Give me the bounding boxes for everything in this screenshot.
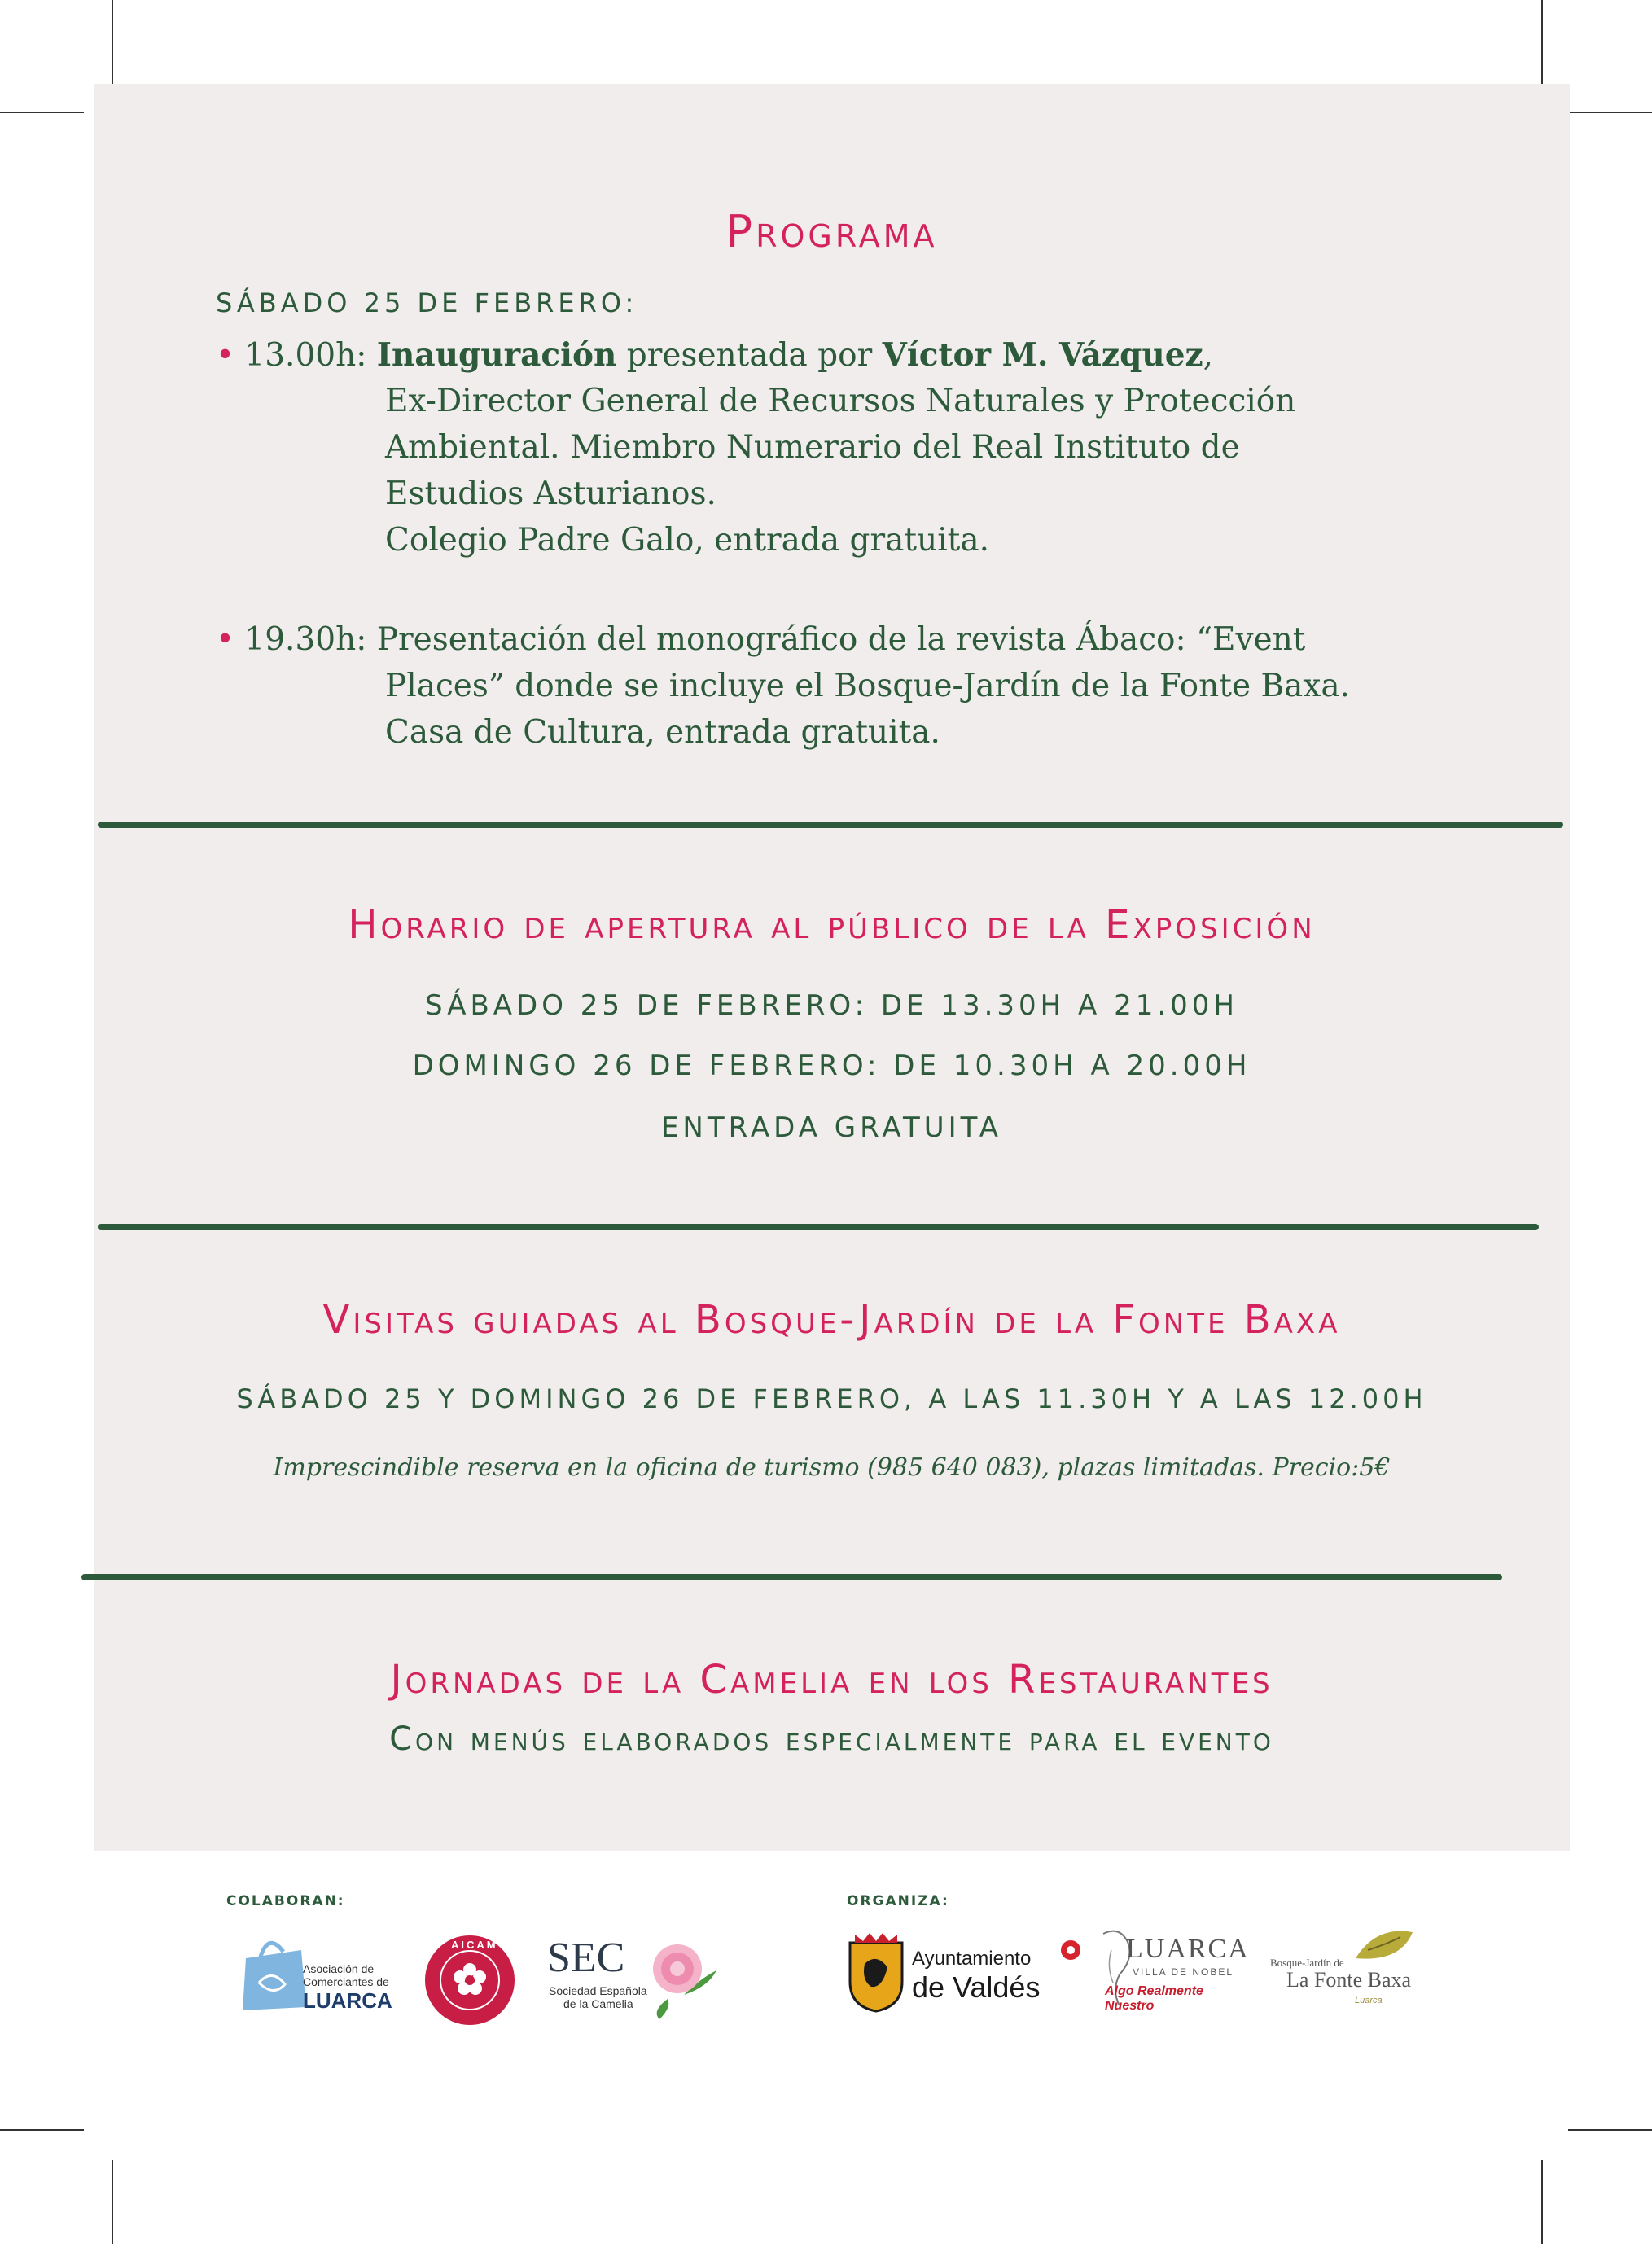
programa-item-1-line: Colegio Padre Galo, entrada gratuita. (385, 522, 989, 559)
programa-item-1-line: Ambiental. Miembro Numerario del Real Instituto de (385, 429, 1240, 466)
programa-item-2: • 19.30h: Presentación del monográfico de la revista Ábaco: “Event (216, 621, 1306, 658)
crop-mark (0, 2129, 84, 2131)
crop-mark (112, 2160, 113, 2244)
luarca-line: LUARCA (1126, 1934, 1250, 1964)
crop-mark (1541, 0, 1543, 84)
divider (98, 1224, 1539, 1230)
sec-logo (547, 1934, 726, 2031)
aicam-text: AICAM (451, 1939, 498, 1951)
horario-line: SÁBADO 25 DE FEBRERO: DE 13.30H A 21.00H (424, 989, 1239, 1022)
luarca-line: Algo Realmente Nuestro (1105, 1984, 1203, 2013)
jornadas-subtitle: Con menús elaborados especialmente para el evento (389, 1720, 1274, 1758)
crop-mark (1568, 2129, 1652, 2131)
crop-mark (1541, 2160, 1543, 2244)
bullet-icon: • (216, 337, 235, 374)
fonte-line: La Fonte Baxa (1286, 1968, 1412, 1992)
jornadas-title: Jornadas de la Camelia en los Restaurantes (390, 1657, 1273, 1703)
horario-title: Horario de apertura al público de la Exposición (348, 902, 1316, 948)
visitas-title: Visitas guiadas al Bosque-Jardín de la Fonte Baxa (322, 1297, 1341, 1343)
visitas-note: Imprescindible reserva en la oficina de turismo (985 640 083), plazas limitadas. Precio:5€ (273, 1453, 1391, 1482)
sec-line: Sociedad Española (549, 1984, 647, 1997)
divider (98, 822, 1563, 828)
crop-mark (0, 112, 84, 113)
visitas-line: SÁBADO 25 Y DOMINGO 26 DE FEBRERO, A LAS 11.30H Y A LAS 12.00H (236, 1383, 1427, 1414)
camellia-flower-icon (635, 1930, 725, 2019)
comerciantes-logo (236, 1926, 391, 2023)
programa-item-1: • 13.00h: Inauguración presentada por Víctor M. Vázquez, (216, 336, 1214, 374)
luarca-line: VILLA DE NOBEL (1133, 1966, 1234, 1978)
content-panel (94, 84, 1570, 1851)
programa-item-2-line: Places” donde se incluye el Bosque-Jardín de la Fonte Baxa. (385, 668, 1350, 704)
programa-item-2-line: Casa de Cultura, entrada gratuita. (385, 714, 940, 751)
comerciantes-line: LUARCA (303, 1988, 392, 2013)
horario-line: DOMINGO 26 DE FEBRERO: DE 10.30H A 20.00H (412, 1050, 1251, 1082)
ayuntamiento-line: Ayuntamiento (912, 1948, 1032, 1970)
fonte-baxa-logo (1270, 1926, 1449, 2031)
divider (81, 1574, 1502, 1580)
programa-item-1-line: Estudios Asturianos. (385, 476, 716, 512)
comerciantes-line: Comerciantes de (303, 1975, 389, 1988)
coat-of-arms-icon (847, 1931, 905, 2013)
aicam-logo (423, 1934, 517, 2027)
comerciantes-line: Asociación de (303, 1962, 375, 1975)
colaboran-label: COLABORAN: (226, 1893, 345, 1909)
sec-line: de la Camelia (563, 1997, 633, 2010)
organiza-label: ORGANIZA: (847, 1893, 949, 1909)
bullet-icon: • (216, 621, 235, 658)
luarca-logo (1054, 1926, 1250, 2031)
fonte-line: Luarca (1355, 1996, 1383, 2005)
leaf-icon (1352, 1926, 1417, 1966)
fonte-line: Bosque-Jardín de (1270, 1957, 1344, 1969)
ayuntamiento-line: de Valdés (912, 1970, 1041, 2004)
shopping-bag-icon (236, 1926, 309, 2015)
programa-item-1-line: Ex-Director General de Recursos Naturales y Protección (385, 383, 1296, 419)
camellia-badge-icon (1054, 1934, 1087, 1966)
horario-line: ENTRADA GRATUITA (660, 1111, 1003, 1144)
crop-mark (112, 0, 113, 84)
sec-acronym: SEC (547, 1935, 625, 1981)
ayuntamiento-logo (847, 1931, 1042, 2029)
programa-title: Programa (725, 206, 938, 257)
programa-date: SÁBADO 25 DE FEBRERO: (216, 287, 638, 318)
crop-mark (1568, 112, 1652, 113)
